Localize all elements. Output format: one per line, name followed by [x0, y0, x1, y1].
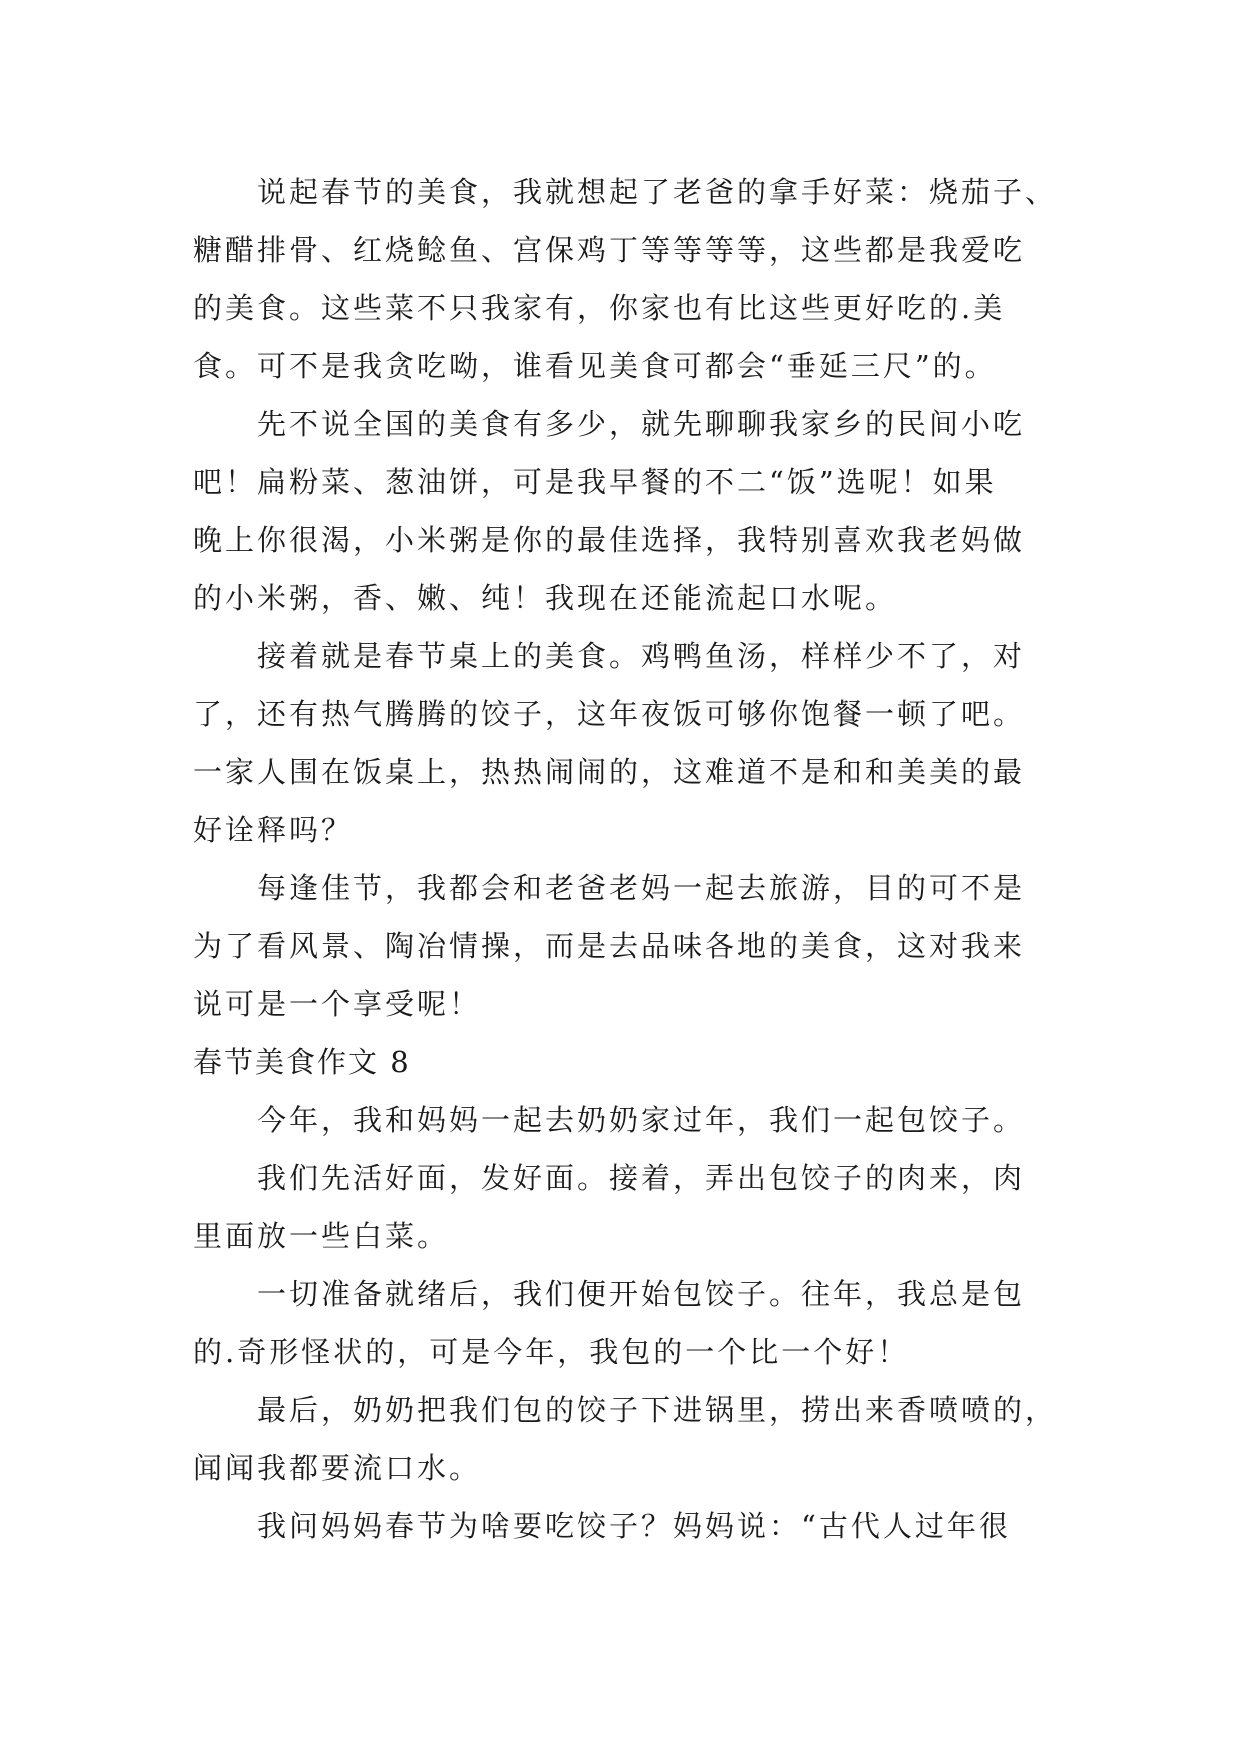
text-line: 今年，我和妈妈一起去奶奶家过年，我们一起包饺子。: [257, 1103, 1026, 1137]
text-line: 闻闻我都要流口水。: [193, 1451, 482, 1485]
essay-text: [193, 163, 1073, 1555]
text-line: 一切准备就绪后，我们便开始包饺子。往年，我总是包: [257, 1277, 1026, 1311]
text-line: 接着就是春节桌上的美食。鸡鸭鱼汤，样样少不了，对: [257, 639, 1026, 673]
text-line: 我们先活好面，发好面。接着，弄出包饺子的肉来，肉: [257, 1161, 1026, 1195]
text-line: 说起春节的美食，我就想起了老爸的拿手好菜：烧茄子、: [257, 175, 1058, 209]
text-line: 里面放一些白菜。: [193, 1219, 450, 1253]
text-line: 每逢佳节，我都会和老爸老妈一起去旅游，目的可不是: [257, 871, 1026, 905]
text-line: 我问妈妈春节为啥要吃饺子？妈妈说：“古代人过年很: [257, 1509, 1011, 1543]
text-line: 的小米粥，香、嫩、纯！我现在还能流起口水呢。: [193, 581, 898, 615]
text-line: 食。可不是我贪吃呦，谁看见美食可都会“垂延三尺”的。: [193, 349, 997, 383]
section-heading: 春节美食作文 8: [193, 1045, 411, 1079]
text-line: 的美食。这些菜不只我家有，你家也有比这些更好吃的.美: [193, 291, 1006, 325]
text-line: 最后，奶奶把我们包的饺子下进锅里，捞出来香喷喷的，: [257, 1393, 1058, 1427]
text-line: 说可是一个享受呢！: [193, 987, 482, 1021]
text-line: 糖醋排骨、红烧鲶鱼、宫保鸡丁等等等等，这些都是我爱吃: [193, 233, 1026, 267]
text-line: 先不说全国的美食有多少，就先聊聊我家乡的民间小吃: [257, 407, 1026, 441]
text-line: 为了看风景、陶冶情操，而是去品味各地的美食，这对我来: [193, 929, 1026, 963]
text-line: 一家人围在饭桌上，热热闹闹的，这难道不是和和美美的最: [193, 755, 1026, 789]
text-line: 了，还有热气腾腾的饺子，这年夜饭可够你饱餐一顿了吧。: [193, 697, 1026, 731]
text-line: 好诠释吗？: [193, 813, 354, 847]
text-line: 吧！扁粉菜、葱油饼，可是我早餐的不二“饭”选呢！如果: [193, 465, 997, 499]
text-line: 的.奇形怪状的，可是今年，我包的一个比一个好！: [193, 1335, 910, 1369]
text-line: 晚上你很渴，小米粥是你的最佳选择，我特别喜欢我老妈做: [193, 523, 1026, 557]
